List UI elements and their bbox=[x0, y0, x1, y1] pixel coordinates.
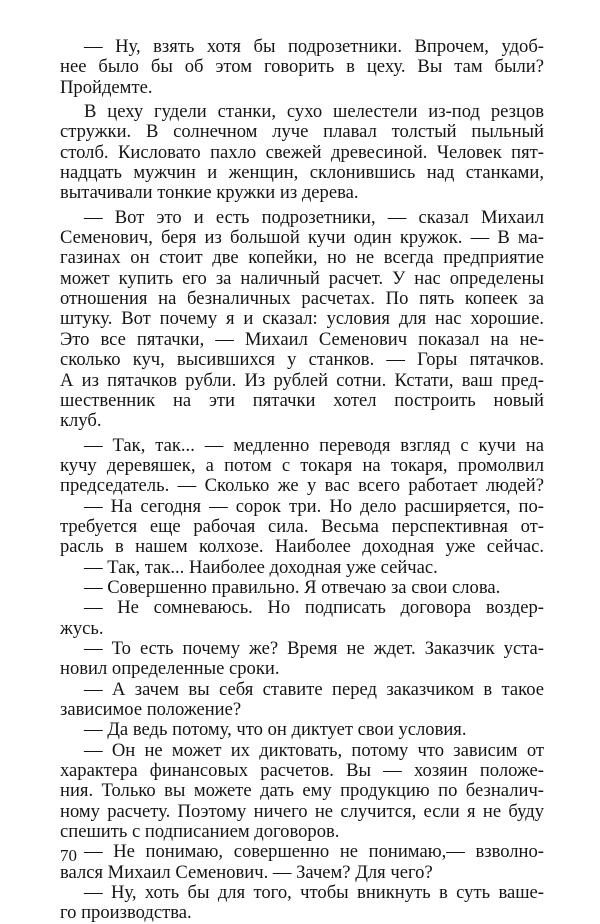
text-line: — Вот это и есть подрозетники, — сказал Михаил bbox=[84, 206, 544, 228]
text-line: ния. Только вы можете дать ему продукцию по безналич- bbox=[60, 780, 544, 802]
text-line: вался Михаил Семенович. — Зачем? Для чего? bbox=[60, 861, 433, 883]
text-line: го производства. bbox=[60, 902, 192, 924]
text-line: — На сегодня — сорок три. Но дело расширяется, по- bbox=[84, 495, 544, 517]
text-line: — Так, так... — медленно переводя взгляд с кучи на bbox=[84, 434, 544, 456]
text-line: ному расчету. Поэтому ничего не случится, если я не буду bbox=[60, 800, 544, 822]
text-line: — Не понимаю, совершенно не понимаю,— взволно- bbox=[84, 841, 544, 863]
text-line: шественник на эти пятачки хотел построить новый bbox=[60, 389, 544, 411]
text-line: зависимое положение? bbox=[60, 699, 242, 720]
text-line: может купить его за наличный расчет. У нас определены bbox=[60, 267, 544, 289]
text-line: Пройдемте. bbox=[60, 76, 153, 98]
text-line: председатель. — Сколько же у вас всего работает людей? bbox=[60, 475, 544, 497]
text-line: нее было бы об этом говорить в цеху. Вы там были? bbox=[60, 56, 544, 78]
text-line: — Так, так... Наиболее доходная уже сейчас. bbox=[84, 556, 438, 578]
text-line: сколько куч, высившихся у станков. — Горы пятачков. bbox=[60, 349, 544, 371]
text-line: кучу деревяшек, а потом с токаря на токаря, промолвил bbox=[60, 454, 544, 476]
text-line: В цеху гудели станки, сухо шелестели из-под резцов bbox=[84, 101, 544, 123]
text-line: клуб. bbox=[60, 410, 102, 432]
page-number: 70 bbox=[60, 846, 77, 865]
text-line: — А зачем вы себя ставите перед заказчиком в такое bbox=[84, 678, 544, 700]
text-line: столб. Кисловато пахло свежей древесиной. Человек пят- bbox=[60, 141, 544, 163]
text-line: — Совершенно правильно. Я отвечаю за свои слова. bbox=[84, 576, 501, 598]
text-line: — Да ведь потому, что он диктует свои условия. bbox=[84, 719, 467, 741]
text-line: — Ну, хоть бы для того, чтобы вникнуть в суть ваше- bbox=[84, 882, 544, 904]
text-line: расль в нашем колхозе. Наиболее доходная уже сейчас. bbox=[60, 536, 544, 558]
text-line: — То есть почему же? Время не ждет. Заказчик уста- bbox=[84, 637, 544, 659]
text-line: жусь. bbox=[60, 617, 104, 639]
text-line: характера финансовых расчетов. Вы — хозяин положе- bbox=[60, 760, 544, 782]
text-line: Это все пятачки, — Михаил Семенович показал на не- bbox=[60, 328, 544, 350]
text-line: стружки. В солнечном луче плавал толстый пыльный bbox=[60, 121, 544, 143]
text-line: Семенович, беря из большой кучи один кружок. — В ма- bbox=[60, 227, 544, 249]
text-line: А из пятачков рубли. Из рублей сотни. Кстати, ваш пред- bbox=[60, 369, 544, 391]
text-line: — Он не может их диктовать, потому что зависим от bbox=[84, 739, 544, 761]
text-line: штуку. Вот почему я и сказал: условия для нас хорошие. bbox=[60, 308, 544, 330]
text-line: — Не сомневаюсь. Но подписать договора воздер- bbox=[84, 597, 544, 619]
text-line: спешить с подписанием договоров. bbox=[60, 821, 340, 843]
text-line: газинах он стоит две копейки, но не всегда предприятие bbox=[60, 247, 544, 269]
text-line: требуется еще рабочая сила. Весьма перспективная от- bbox=[60, 515, 544, 537]
text-line: отношения на безналичных расчетах. По пять копеек за bbox=[60, 288, 544, 310]
text-line: надцать мужчин и женщин, склонившись над станками, bbox=[60, 162, 544, 184]
text-line: новил определенные сроки. bbox=[60, 658, 280, 680]
body-text bbox=[60, 37, 544, 924]
text-line: — Ну, взять хотя бы подрозетники. Впрочем, удоб- bbox=[84, 36, 544, 57]
text-line: вытачивали тонкие кружки из дерева. bbox=[60, 182, 359, 204]
